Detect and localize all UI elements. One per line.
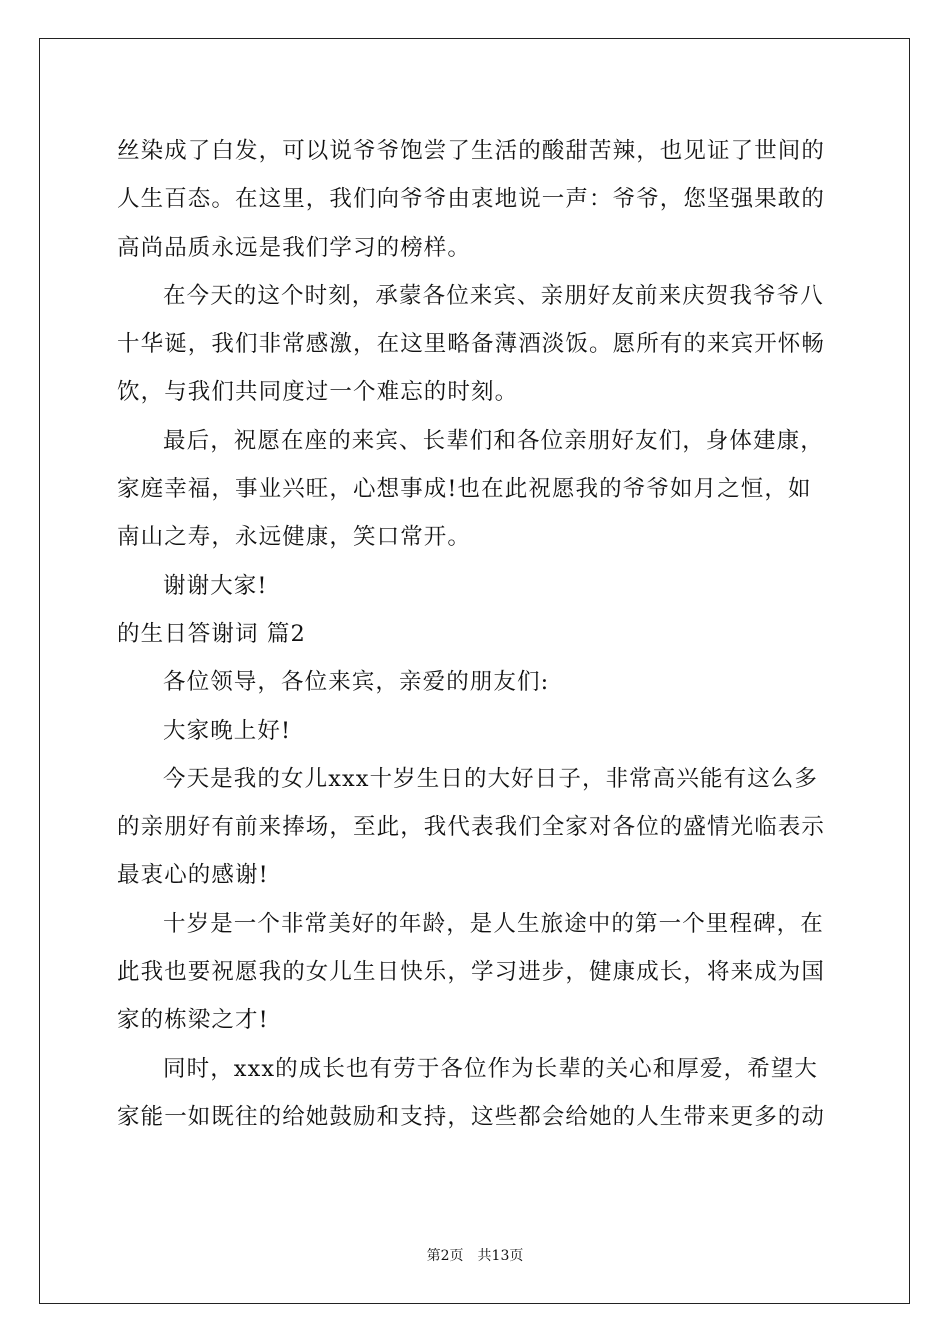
text-line: 丝染成了白发，可以说爷爷饱尝了生活的酸甜苦辣，也见证了世间的 bbox=[117, 138, 826, 164]
text-line: 人生百态。在这里，我们向爷爷由衷地说一声：爷爷，您坚强果敢的 bbox=[117, 186, 826, 213]
text-line: 高尚品质永远是我们学习的榜样。 bbox=[117, 234, 472, 261]
page-number: 第2页 bbox=[426, 1248, 464, 1264]
paragraph-start: 十岁是一个非常美好的年龄，是人生旅途中的第一个里程碑，在 bbox=[163, 910, 824, 937]
text-line: 南山之寿，永远健康，笑口常开。 bbox=[117, 524, 472, 551]
paragraph-start: 最后，祝愿在座的来宾、长辈们和各位亲朋好友们，身体建康， bbox=[163, 427, 824, 454]
page-footer bbox=[0, 1247, 950, 1265]
document-body bbox=[117, 127, 837, 1141]
text-line: 最衷心的感谢! bbox=[117, 862, 269, 889]
text-line: 此我也要祝愿我的女儿生日快乐，学习进步，健康成长，将来成为国 bbox=[117, 959, 826, 986]
text-line: 家能一如既往的给她鼓励和支持，这些都会给她的人生带来更多的动 bbox=[117, 1103, 826, 1130]
paragraph-start: 各位领导，各位来宾，亲爱的朋友们: bbox=[163, 669, 550, 696]
text-line: 十华诞，我们非常感激，在这里略备薄酒淡饭。愿所有的来宾开怀畅 bbox=[117, 331, 826, 358]
paragraph-start: 在今天的这个时刻，承蒙各位来宾、亲朋好友前来庆贺我爷爷八 bbox=[163, 282, 824, 309]
paragraph-start: 谢谢大家! bbox=[163, 572, 268, 599]
paragraph-start: 大家晚上好! bbox=[163, 717, 292, 744]
text-line: 家的栋梁之才! bbox=[117, 1007, 269, 1034]
text-line: 的亲朋好有前来捧场，至此，我代表我们全家对各位的盛情光临表示 bbox=[117, 814, 826, 841]
text-line: 家庭幸福，事业兴旺，心想事成!也在此祝愿我的爷爷如月之恒，如 bbox=[117, 476, 812, 503]
paragraph-start: 同时，xxx的成长也有劳于各位作为长辈的关心和厚爱，希望大 bbox=[163, 1055, 818, 1082]
text-line: 饮，与我们共同度过一个难忘的时刻。 bbox=[117, 379, 519, 406]
section-heading: 的生日答谢词 篇2 bbox=[117, 620, 306, 647]
page-total: 共13页 bbox=[477, 1248, 524, 1264]
paragraph-start: 今天是我的女儿xxx十岁生日的大好日子，非常高兴能有这么多 bbox=[163, 765, 818, 792]
